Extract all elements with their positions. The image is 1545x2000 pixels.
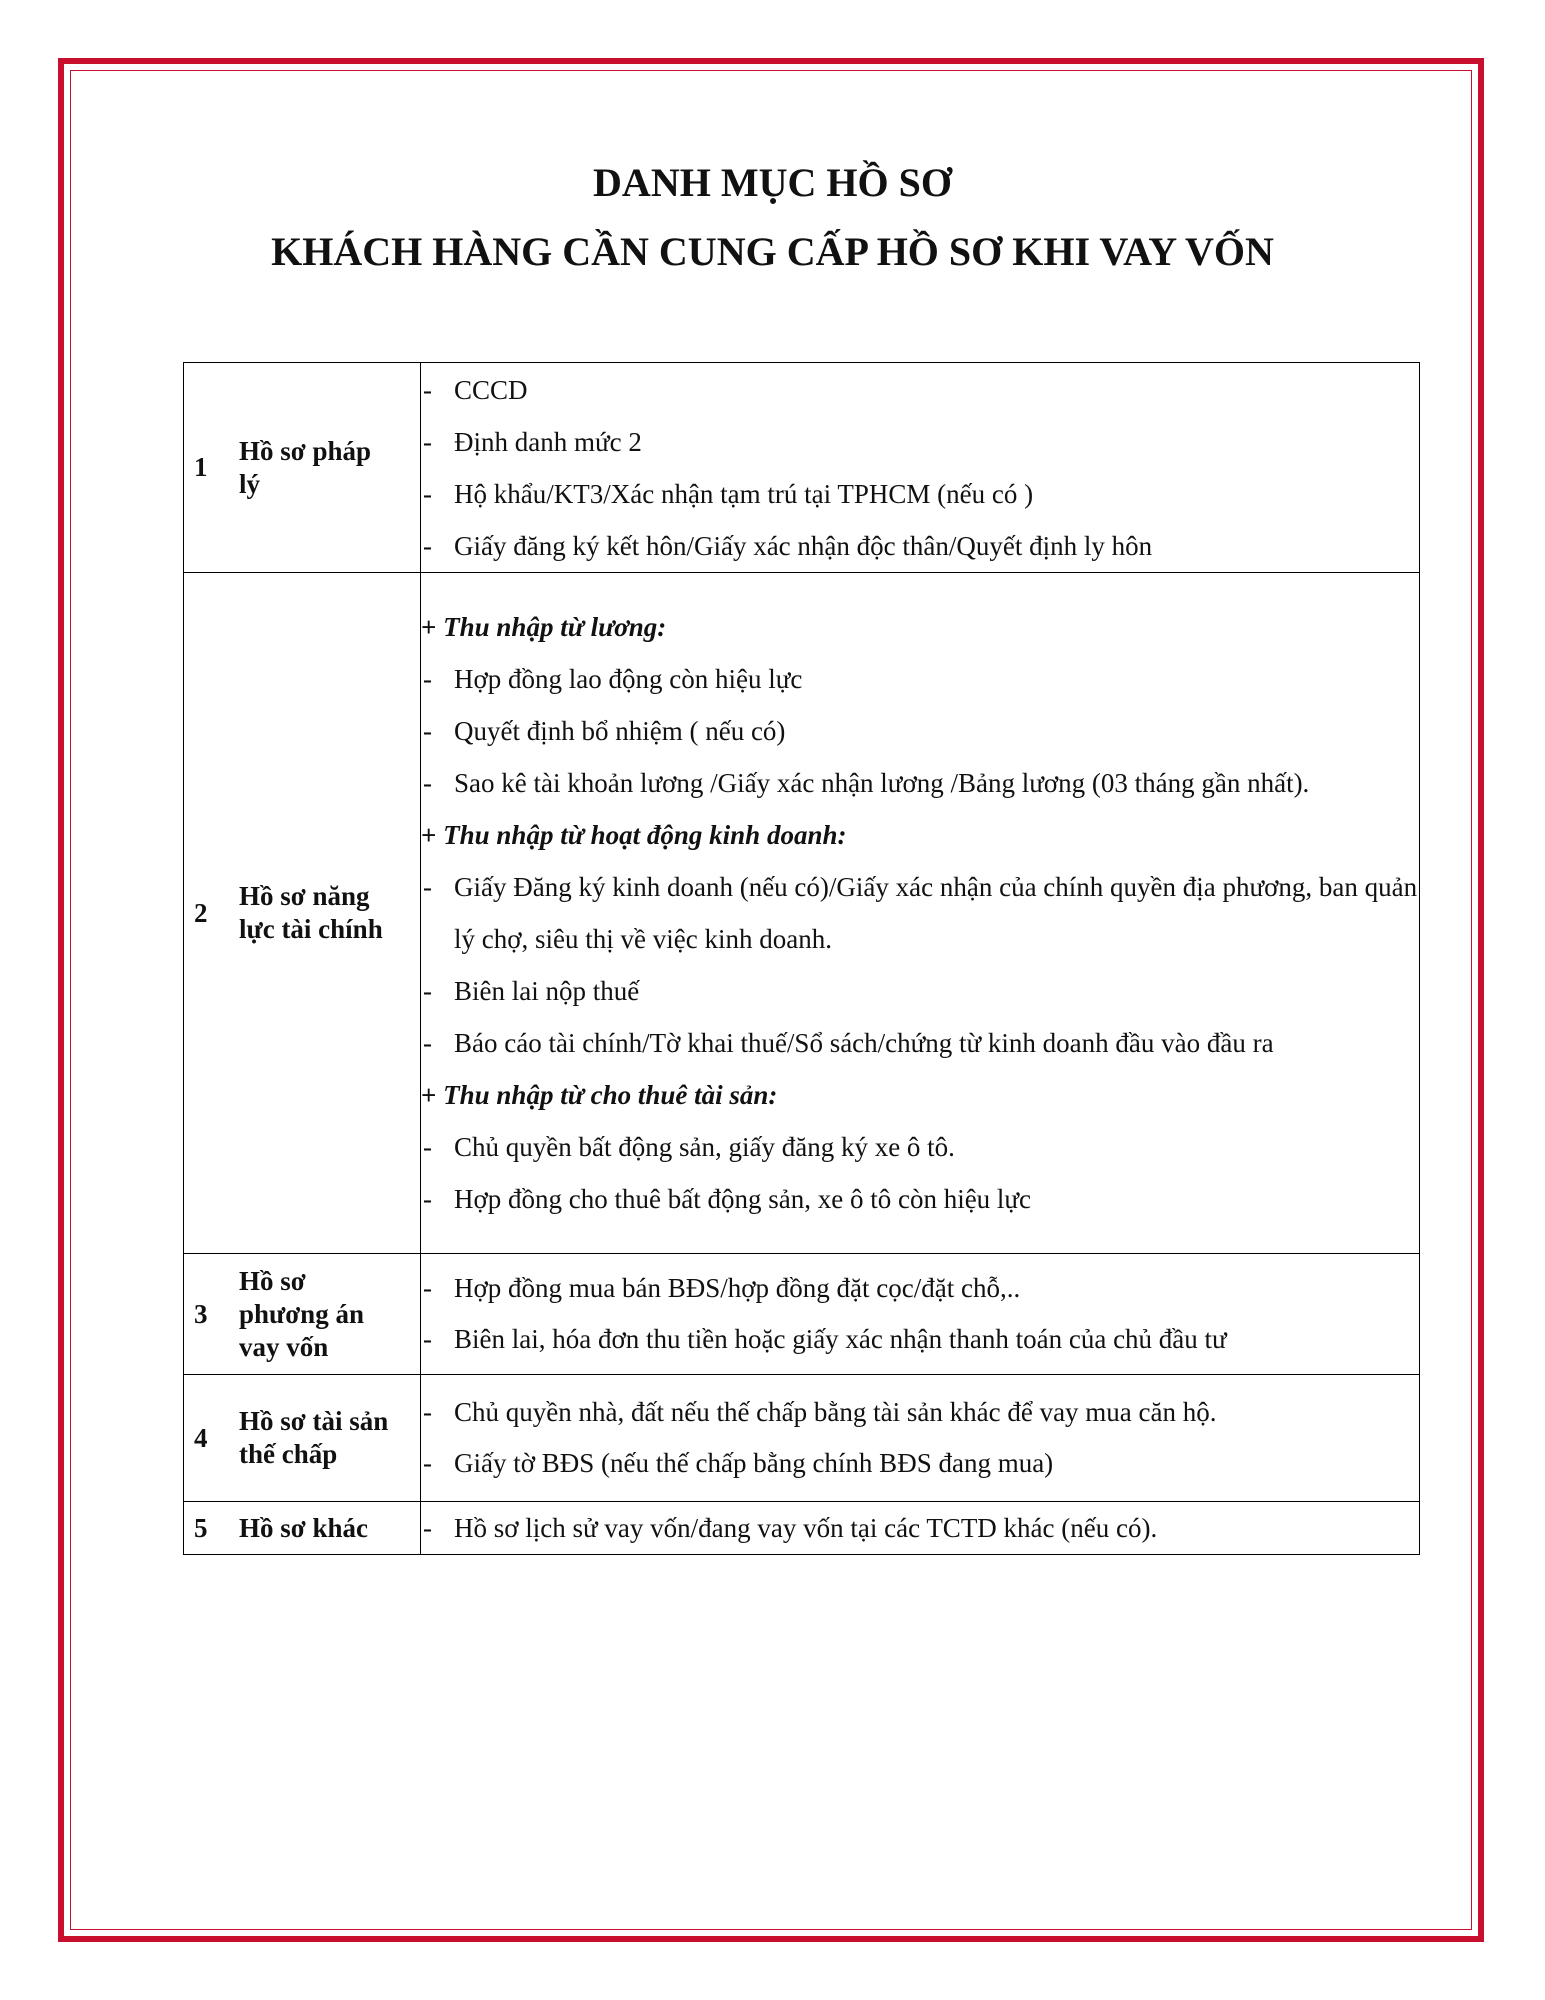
heading-plus: + — [421, 820, 437, 850]
row-items-cell — [421, 1254, 1420, 1375]
list-item: - Định danh mức 2 — [421, 416, 1419, 468]
list-item: - Báo cáo tài chính/Tờ khai thuế/Sổ sách/chứng từ kinh doanh đầu vào đầu ra — [421, 1017, 1419, 1069]
list-item: - Hồ sơ lịch sử vay vốn/đang vay vốn tại các TCTD khác (nếu có). — [421, 1503, 1419, 1554]
list-item: - Giấy đăng ký kết hôn/Giấy xác nhận độc thân/Quyết định ly hôn — [421, 520, 1419, 572]
row-category: Hồ sơ khác — [239, 1512, 368, 1543]
heading-text: Thu nhập từ lương: — [443, 612, 667, 642]
heading-text: Thu nhập từ cho thuê tài sản: — [443, 1080, 778, 1110]
list-item: - Hộ khẩu/KT3/Xác nhận tạm trú tại TPHCM (nếu có ) — [421, 468, 1419, 520]
row-category: Hồ sơ năng lực tài chính — [239, 881, 383, 944]
row-items-cell — [421, 573, 1420, 1254]
heading-text: Thu nhập từ hoạt động kinh doanh: — [443, 820, 847, 850]
list-item: - Sao kê tài khoản lương /Giấy xác nhận lương /Bảng lương (03 tháng gần nhất). — [421, 757, 1419, 809]
document-checklist-table — [183, 362, 1420, 1555]
row-category: Hồ sơ phương án vay vốn — [239, 1265, 364, 1362]
row-label-cell — [184, 1502, 421, 1555]
list-item: - Hợp đồng cho thuê bất động sản, xe ô tô còn hiệu lực — [421, 1173, 1419, 1225]
list-item: - Chủ quyền bất động sản, giấy đăng ký xe ô tô. — [421, 1121, 1419, 1173]
row-number: 2 — [194, 897, 208, 928]
group-heading — [421, 601, 1419, 653]
table-row — [184, 1502, 1420, 1555]
row-items-cell — [421, 1375, 1420, 1502]
row-number: 4 — [194, 1422, 208, 1453]
list-item: - Giấy tờ BĐS (nếu thế chấp bằng chính BĐS đang mua) — [421, 1438, 1419, 1489]
list-item: - CCCD — [421, 364, 1419, 416]
group-heading — [421, 1069, 1419, 1121]
list-item: - Biên lai nộp thuế — [421, 965, 1419, 1017]
table-row — [184, 1375, 1420, 1502]
heading-plus: + — [421, 1080, 437, 1110]
document-title: DANH MỤC HỒ SƠ — [593, 160, 952, 205]
row-label-cell — [184, 573, 421, 1254]
row-category: Hồ sơ pháp lý — [239, 435, 372, 499]
row-number: 1 — [194, 452, 208, 482]
row-category: Hồ sơ tài sản thế chấp — [239, 1406, 389, 1469]
list-item: - Giấy Đăng ký kinh doanh (nếu có)/Giấy xác nhận của chính quyền địa phương, ban quản lý chợ, siêu thị về việc kinh doanh. — [421, 861, 1419, 965]
table-row — [184, 1254, 1420, 1375]
table-row — [184, 573, 1420, 1254]
group-heading — [421, 809, 1419, 861]
document-subtitle: KHÁCH HÀNG CẦN CUNG CẤP HỒ SƠ KHI VAY VỐN — [271, 229, 1274, 274]
row-number: 3 — [194, 1298, 208, 1329]
row-items-cell — [421, 1502, 1420, 1555]
row-label-cell — [184, 1254, 421, 1375]
row-label-cell — [184, 1375, 421, 1502]
row-items-cell — [421, 363, 1420, 573]
heading-plus: + — [421, 612, 437, 642]
table-row — [184, 363, 1420, 573]
list-item: - Hợp đồng lao động còn hiệu lực — [421, 653, 1419, 705]
list-item: - Biên lai, hóa đơn thu tiền hoặc giấy xác nhận thanh toán của chủ đầu tư — [421, 1314, 1419, 1365]
row-label-cell — [184, 363, 421, 573]
list-item: - Chủ quyền nhà, đất nếu thế chấp bằng tài sản khác để vay mua căn hộ. — [421, 1387, 1419, 1438]
list-item: - Quyết định bổ nhiệm ( nếu có) — [421, 705, 1419, 757]
row-number: 5 — [194, 1512, 208, 1543]
list-item: - Hợp đồng mua bán BĐS/hợp đồng đặt cọc/đặt chỗ,.. — [421, 1263, 1419, 1314]
